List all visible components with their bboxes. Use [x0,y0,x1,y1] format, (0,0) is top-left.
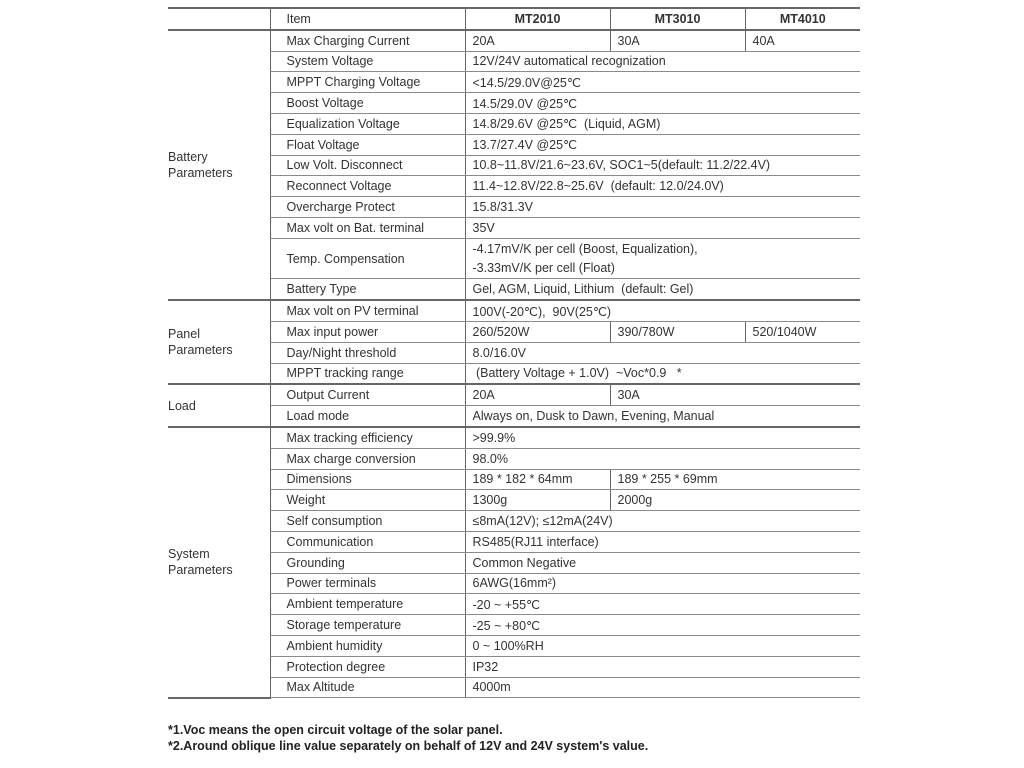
row-value: >99.9% [465,427,860,448]
row-value: -20 ~ +55℃ [465,594,860,615]
row-item-label: Power terminals [270,573,465,594]
row-value: (Battery Voltage + 1.0V) ~Voc*0.9 * [465,363,860,384]
table-row [168,72,860,93]
table-row [168,573,860,594]
table-row [168,511,860,532]
row-item-label: Storage temperature [270,615,465,636]
table-row [168,531,860,552]
row-value: <14.5/29.0V@25℃ [465,72,860,93]
spec-table [168,7,860,699]
table-row [168,217,860,238]
row-item-label: Max charge conversion [270,448,465,469]
row-item-label: Max volt on Bat. terminal [270,217,465,238]
table-row [168,615,860,636]
row-value: Always on, Dusk to Dawn, Evening, Manual [465,406,860,427]
row-value: 8.0/16.0V [465,342,860,363]
row-value: 260/520W [465,321,610,342]
header-model-mt4010: MT4010 [745,8,860,30]
row-value: 0 ~ 100%RH [465,635,860,656]
row-value: 6AWG(16mm²) [465,573,860,594]
row-item-label: Protection degree [270,656,465,677]
row-item-label: MPPT tracking range [270,363,465,384]
row-item-label: Float Voltage [270,134,465,155]
table-row [168,134,860,155]
row-item-label: Communication [270,531,465,552]
row-value: 14.5/29.0V @25℃ [465,93,860,114]
row-item-label: System Voltage [270,51,465,72]
row-item-label: Temp. Compensation [270,238,465,279]
footnote-2: *2.Around oblique line value separately on behalf of 12V and 24V system's value. [168,739,649,753]
row-value: 520/1040W [745,321,860,342]
row-value: 40A [745,30,860,51]
table-row [168,448,860,469]
table-row [168,342,860,363]
table-row [168,197,860,218]
row-value: -25 ~ +80℃ [465,615,860,636]
row-item-label: Max Altitude [270,677,465,698]
row-value: 11.4~12.8V/22.8~25.6V (default: 12.0/24.0V) [465,176,860,197]
row-item-label: Output Current [270,384,465,405]
table-row [168,384,860,405]
row-value: -4.17mV/K per cell (Boost, Equalization), [465,238,860,258]
table-row [168,469,860,490]
row-value: 20A [465,30,610,51]
row-value: 30A [610,30,745,51]
row-value: 189 * 255 * 69mm [610,469,860,490]
footnote-1: *1.Voc means the open circuit voltage of the solar panel. [168,723,503,737]
row-item-label: Ambient temperature [270,594,465,615]
table-row [168,321,860,342]
row-item-label: MPPT Charging Voltage [270,72,465,93]
table-row [168,677,860,698]
row-value: 100V(-20℃), 90V(25℃) [465,300,860,321]
table-row [168,490,860,511]
row-item-label: Self consumption [270,511,465,532]
row-value: 1300g [465,490,610,511]
row-value: 35V [465,217,860,238]
table-row [168,93,860,114]
row-item-label: Low Volt. Disconnect [270,155,465,176]
table-row [168,238,860,258]
table-header-row [168,8,860,30]
row-item-label: Overcharge Protect [270,197,465,218]
row-value: RS485(RJ11 interface) [465,531,860,552]
row-value: ≤8mA(12V); ≤12mA(24V) [465,511,860,532]
table-row [168,406,860,427]
row-value: 30A [610,384,860,405]
table-row [168,300,860,321]
table-row [168,552,860,573]
table-row [168,51,860,72]
row-item-label: Equalization Voltage [270,113,465,134]
row-value: IP32 [465,656,860,677]
row-item-label: Ambient humidity [270,635,465,656]
row-item-label: Grounding [270,552,465,573]
section-label: Load [168,384,270,427]
row-value: 189 * 182 * 64mm [465,469,610,490]
table-row [168,155,860,176]
row-item-label: Dimensions [270,469,465,490]
table-row [168,113,860,134]
row-value: 98.0% [465,448,860,469]
table-row [168,656,860,677]
row-value: 13.7/27.4V @25℃ [465,134,860,155]
table-row [168,427,860,448]
row-value: 15.8/31.3V [465,197,860,218]
row-item-label: Weight [270,490,465,511]
row-value: Gel, AGM, Liquid, Lithium (default: Gel) [465,279,860,300]
table-row [168,635,860,656]
header-blank [168,8,270,30]
table-row [168,594,860,615]
section-label: Battery Parameters [168,30,270,300]
section-label: Panel Parameters [168,300,270,384]
row-value: 20A [465,384,610,405]
row-value: 2000g [610,490,860,511]
row-item-label: Max volt on PV terminal [270,300,465,321]
table-row [168,30,860,51]
header-model-mt2010: MT2010 [465,8,610,30]
row-value: Common Negative [465,552,860,573]
row-item-label: Reconnect Voltage [270,176,465,197]
table-row [168,363,860,384]
table-row [168,176,860,197]
row-value: 12V/24V automatical recognization [465,51,860,72]
row-value: 390/780W [610,321,745,342]
row-item-label: Battery Type [270,279,465,300]
row-item-label: Boost Voltage [270,93,465,114]
row-value: 14.8/29.6V @25℃ (Liquid, AGM) [465,113,860,134]
row-item-label: Day/Night threshold [270,342,465,363]
row-item-label: Load mode [270,406,465,427]
row-item-label: Max tracking efficiency [270,427,465,448]
table-row [168,279,860,300]
row-value-continued: -3.33mV/K per cell (Float) [465,259,860,279]
row-item-label: Max Charging Current [270,30,465,51]
section-label: System Parameters [168,427,270,698]
header-item: Item [270,8,465,30]
row-value: 4000m [465,677,860,698]
row-item-label: Max input power [270,321,465,342]
header-model-mt3010: MT3010 [610,8,745,30]
row-value: 10.8~11.8V/21.6~23.6V, SOC1~5(default: 11.2/22.4V) [465,155,860,176]
